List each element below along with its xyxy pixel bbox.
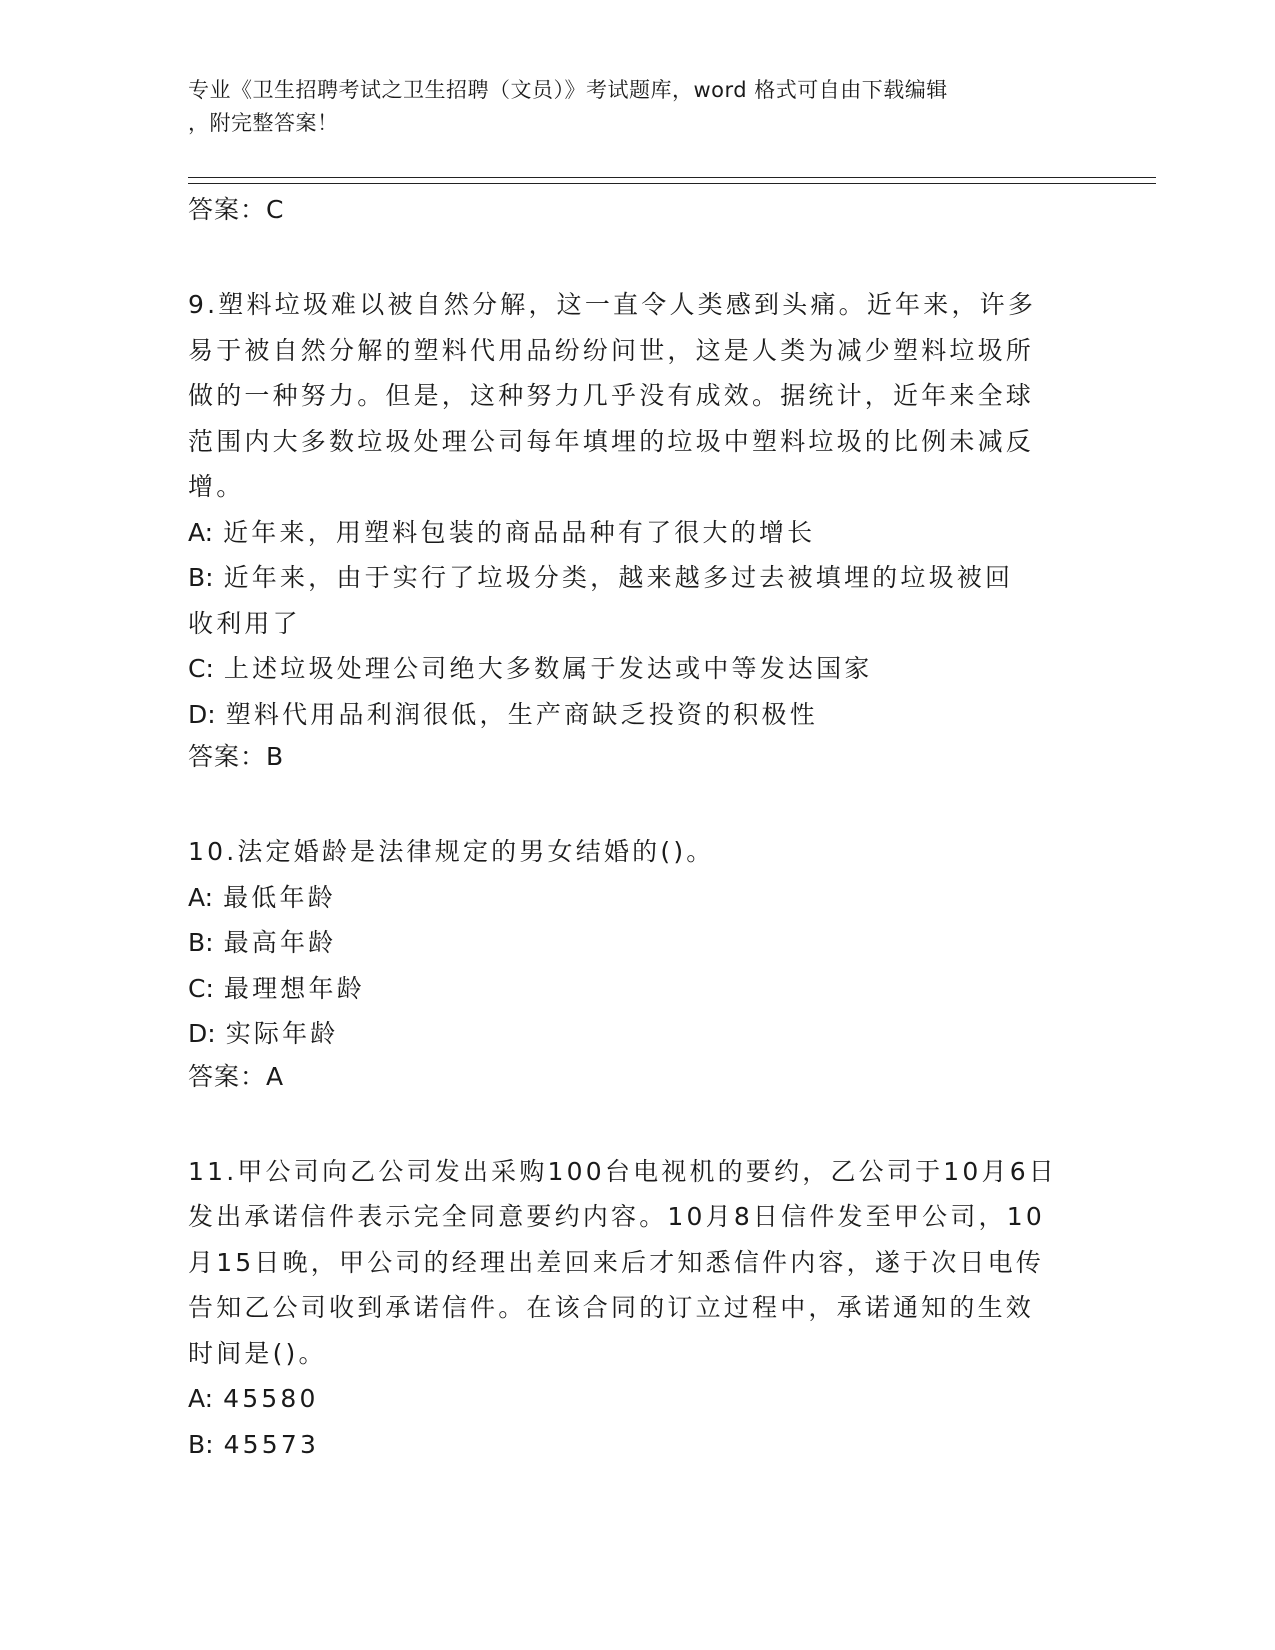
option-c <box>188 646 1088 692</box>
option-a <box>188 875 1088 921</box>
option-key: A: <box>188 517 214 547</box>
option-text: 塑料代用品利润很低，生产商缺乏投资的积极性 <box>225 699 818 729</box>
option-d <box>188 1011 1088 1057</box>
option-text: 最低年龄 <box>223 882 336 912</box>
option-c <box>188 966 1088 1012</box>
option-key: C: <box>188 654 214 683</box>
option-text: 最理想年龄 <box>223 973 365 1003</box>
option-text: 实际年龄 <box>225 1019 339 1048</box>
option-b <box>188 1422 1088 1468</box>
answer-line: 答案：C <box>188 195 285 224</box>
answer-line: 答案：A <box>188 1061 285 1091</box>
option-text: 45580 <box>223 1384 319 1413</box>
header-divider-top <box>188 177 1156 178</box>
option-key: C: <box>188 973 214 1003</box>
option-key: B: <box>188 563 214 592</box>
option-d <box>188 692 1088 738</box>
option-text: 近年来，用塑料包装的商品品种有了很大的增长 <box>223 517 816 547</box>
answer-line: 答案：B <box>188 742 285 771</box>
option-text: 45573 <box>223 1429 320 1459</box>
option-key: A: <box>188 1384 214 1413</box>
header-line-1: 专业《卫生招聘考试之卫生招聘（文员）》考试题库，word 格式可自由下载编辑 <box>188 78 948 102</box>
option-a <box>188 1376 1088 1422</box>
header-divider-bottom <box>188 183 1156 184</box>
option-key: D: <box>188 699 216 729</box>
option-a <box>188 510 1088 556</box>
option-text: 最高年龄 <box>223 928 337 957</box>
option-b <box>188 555 1040 646</box>
question-stem: 9.塑料垃圾难以被自然分解，这一直令人类感到头痛。近年来，许多易于被自然分解的塑料代用品纷纷问世，这是人类为减少塑料垃圾所做的一种努力。但是，这种努力几乎没有成效。据统计，近年来全球范围内大多数垃圾处理公司每年填埋的垃圾中塑料垃圾的比例未减反增。 <box>188 290 1037 501</box>
option-b <box>188 920 1088 966</box>
document-body <box>188 190 1088 1467</box>
option-key: B: <box>188 928 214 957</box>
option-key: A: <box>188 882 214 912</box>
header-line-2: ，附完整答案！ <box>188 111 339 135</box>
option-text: 上述垃圾处理公司绝大多数属于发达或中等发达国家 <box>223 654 873 683</box>
option-text: 近年来，由于实行了垃圾分类，越来越多过去被填埋的垃圾被回收利用了 <box>188 563 1014 638</box>
option-key: B: <box>188 1429 214 1459</box>
document-header <box>188 74 1088 140</box>
question-stem: 11.甲公司向乙公司发出采购100台电视机的要约，乙公司于10月6日发出承诺信件表示完全同意要约内容。10月8日信件发至甲公司，10月15日晚，甲公司的经理出差回来后才知悉信件内容，遂于次日电传告知乙公司收到承诺信件。在该合同的订立过程中，承诺通知的生效时间是()。 <box>188 1156 1057 1368</box>
option-key: D: <box>188 1019 216 1048</box>
question-stem: 10.法定婚龄是法律规定的男女结婚的()。 <box>188 837 715 866</box>
